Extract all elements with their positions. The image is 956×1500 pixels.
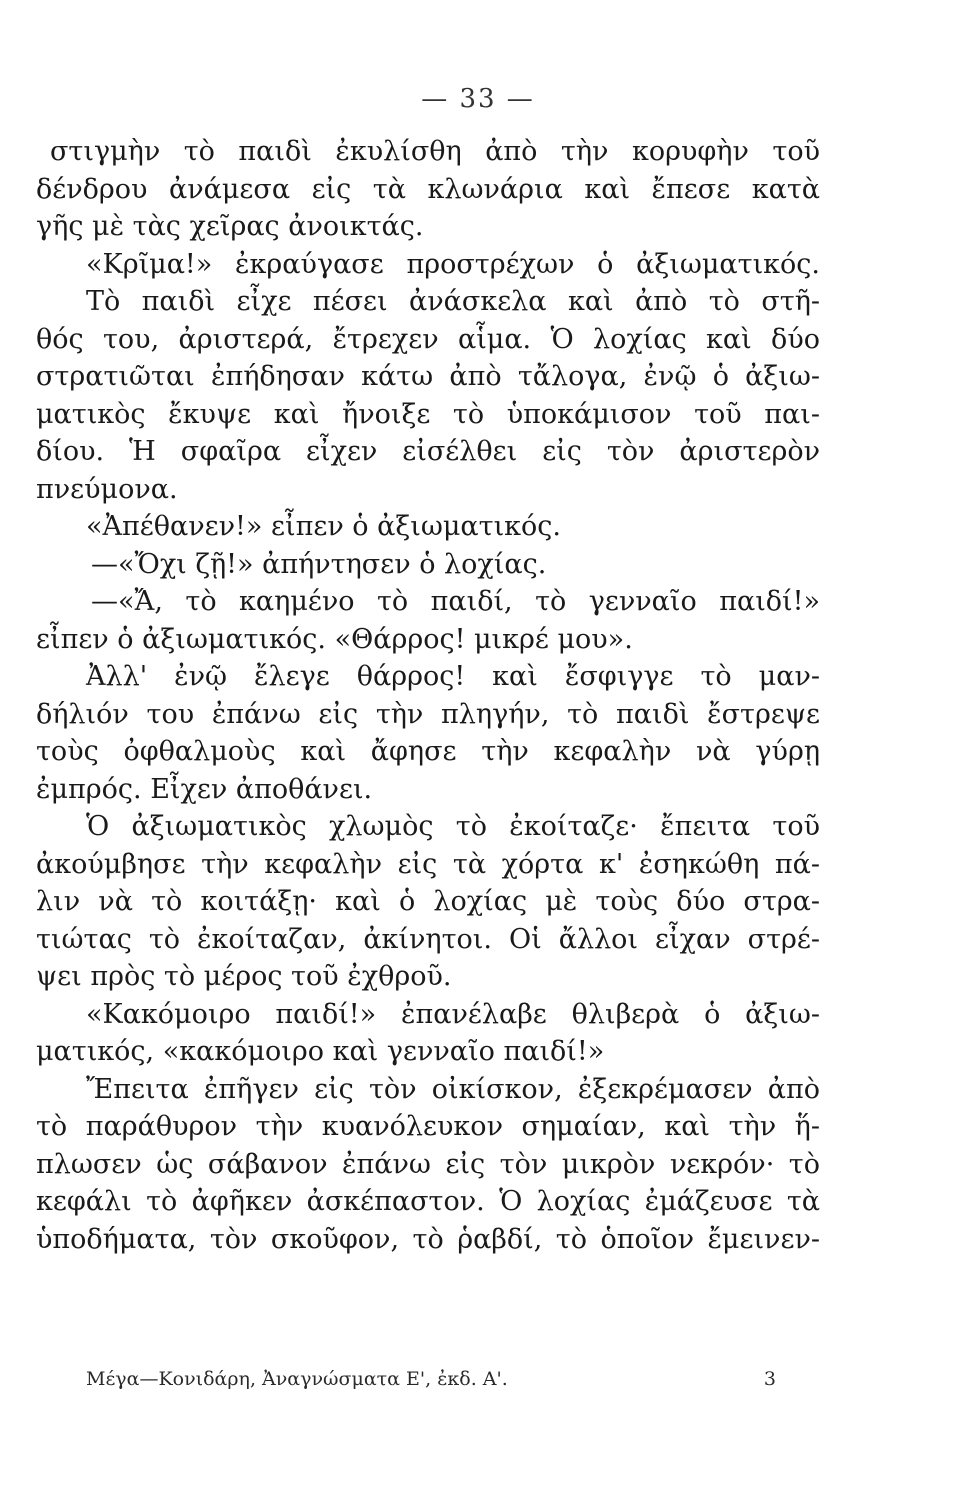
text-line: Ὁ ἀξιωματικὸς χλωμὸς τὸ ἐκοίταζε· ἔπειτα τοῦ (86, 811, 820, 842)
text-line: στρατιῶται ἐπήδησαν κάτω ἀπὸ τἄλογα, ἐνῷ ὁ ἀξιω- (36, 361, 820, 392)
signature-mark: 3 (763, 1368, 776, 1390)
text-line: Ἀλλ' ἐνῷ ἔλεγε θάρρος! καὶ ἔσφιγγε τὸ μαν- (86, 661, 820, 692)
text-line: ἀκούμβησε τὴν κεφαλὴν εἰς τὰ χόρτα κ' ἐσηκώθη πά- (36, 848, 820, 880)
text-line: τιώτας τὸ ἐκοίταζαν, ἀκίνητοι. Οἱ ἄλλοι εἶχαν στρέ- (36, 923, 820, 955)
text-line: ψει πρὸς τὸ μέρος τοῦ ἐχθροῦ. (36, 961, 452, 992)
text-line: θός του, ἀριστερά, ἔτρεχεν αἷμα. Ὁ λοχίας καὶ δύο (36, 323, 820, 355)
text-line: «Κακόμοιρο παιδί!» ἐπανέλαβε θλιβερὰ ὁ ἀξιω- (86, 998, 820, 1030)
text-line: πλωσεν ὡς σάβανον ἐπάνω εἰς τὸν μικρὸν νεκρόν· τὸ (36, 1148, 820, 1180)
text-line: δένδρου ἀνάμεσα εἰς τὰ κλωνάρια καὶ ἔπεσε κατὰ (36, 173, 820, 205)
text-line: ματικός, «κακόμοιρο καὶ γενναῖο παιδί!» (36, 1036, 605, 1067)
text-line: κεφάλι τὸ ἀφῆκεν ἀσκέπαστον. Ὁ λοχίας ἐμάζευσε τὰ (36, 1186, 820, 1217)
text-line: ματικὸς ἔκυψε καὶ ἤνοιξε τὸ ὑποκάμισον τοῦ παι- (36, 398, 820, 430)
text-line: «Κρῖμα!» ἐκραύγασε προστρέχων ὁ ἀξιωματικός. (86, 248, 820, 280)
text-line: —«Ἄ, τὸ καημένο τὸ παιδί, τὸ γενναῖο παιδί!» (91, 586, 820, 617)
page-footer (86, 1368, 776, 1390)
text-line: στιγμὴν τὸ παιδὶ ἐκυλίσθη ἀπὸ τὴν κορυφὴν τοῦ (50, 136, 820, 167)
text-line: εἶπεν ὁ ἀξιωματικός. «Θάρρος! μικρέ μου». (36, 623, 633, 655)
text-line: τὸ παράθυρον τὴν κυανόλευκον σημαίαν, καὶ τὴν ἥ- (36, 1111, 820, 1142)
body-text (36, 133, 820, 1258)
text-line: Ἔπειτα ἐπῆγεν εἰς τὸν οἰκίσκον, ἐξεκρέμασεν ἀπὸ (86, 1073, 820, 1105)
text-line: δίου. Ἡ σφαῖρα εἶχεν εἰσέλθει εἰς τὸν ἀριστερὸν (36, 436, 820, 467)
text-line: γῆς μὲ τὰς χεῖρας ἀνοικτάς. (36, 211, 424, 242)
text-line: Τὸ παιδὶ εἶχε πέσει ἀνάσκελα καὶ ἀπὸ τὸ στῆ- (86, 286, 820, 317)
text-line: «Ἀπέθανεν!» εἶπεν ὁ ἀξιωματικός. (86, 511, 561, 542)
text-line: ἐμπρός. Εἶχεν ἀποθάνει. (36, 773, 373, 805)
text-line: —«Ὄχι ζῇ!» ἀπήντησεν ὁ λοχίας. (91, 548, 547, 580)
text-line: δήλιόν του ἐπάνω εἰς τὴν πληγήν, τὸ παιδὶ ἔστρεψε (36, 698, 820, 730)
text-line: τοὺς ὀφθαλμοὺς καὶ ἄφησε τὴν κεφαλὴν νὰ γύρῃ (36, 736, 820, 767)
text-line: ὑποδήματα, τὸν σκοῦφον, τὸ ῥαβδί, τὸ ὁποῖον ἔμεινεν- (36, 1223, 820, 1255)
text-line: πνεύμονα. (36, 473, 178, 505)
text-line: λιν νὰ τὸ κοιτάξῃ· καὶ ὁ λοχίας μὲ τοὺς δύο στρα- (36, 886, 820, 917)
page-number: — 33 — (421, 84, 535, 114)
footer-citation: Μέγα—Κονιδάρη, Ἀναγνώσματα Ε', ἐκδ. Α'. (86, 1368, 508, 1390)
